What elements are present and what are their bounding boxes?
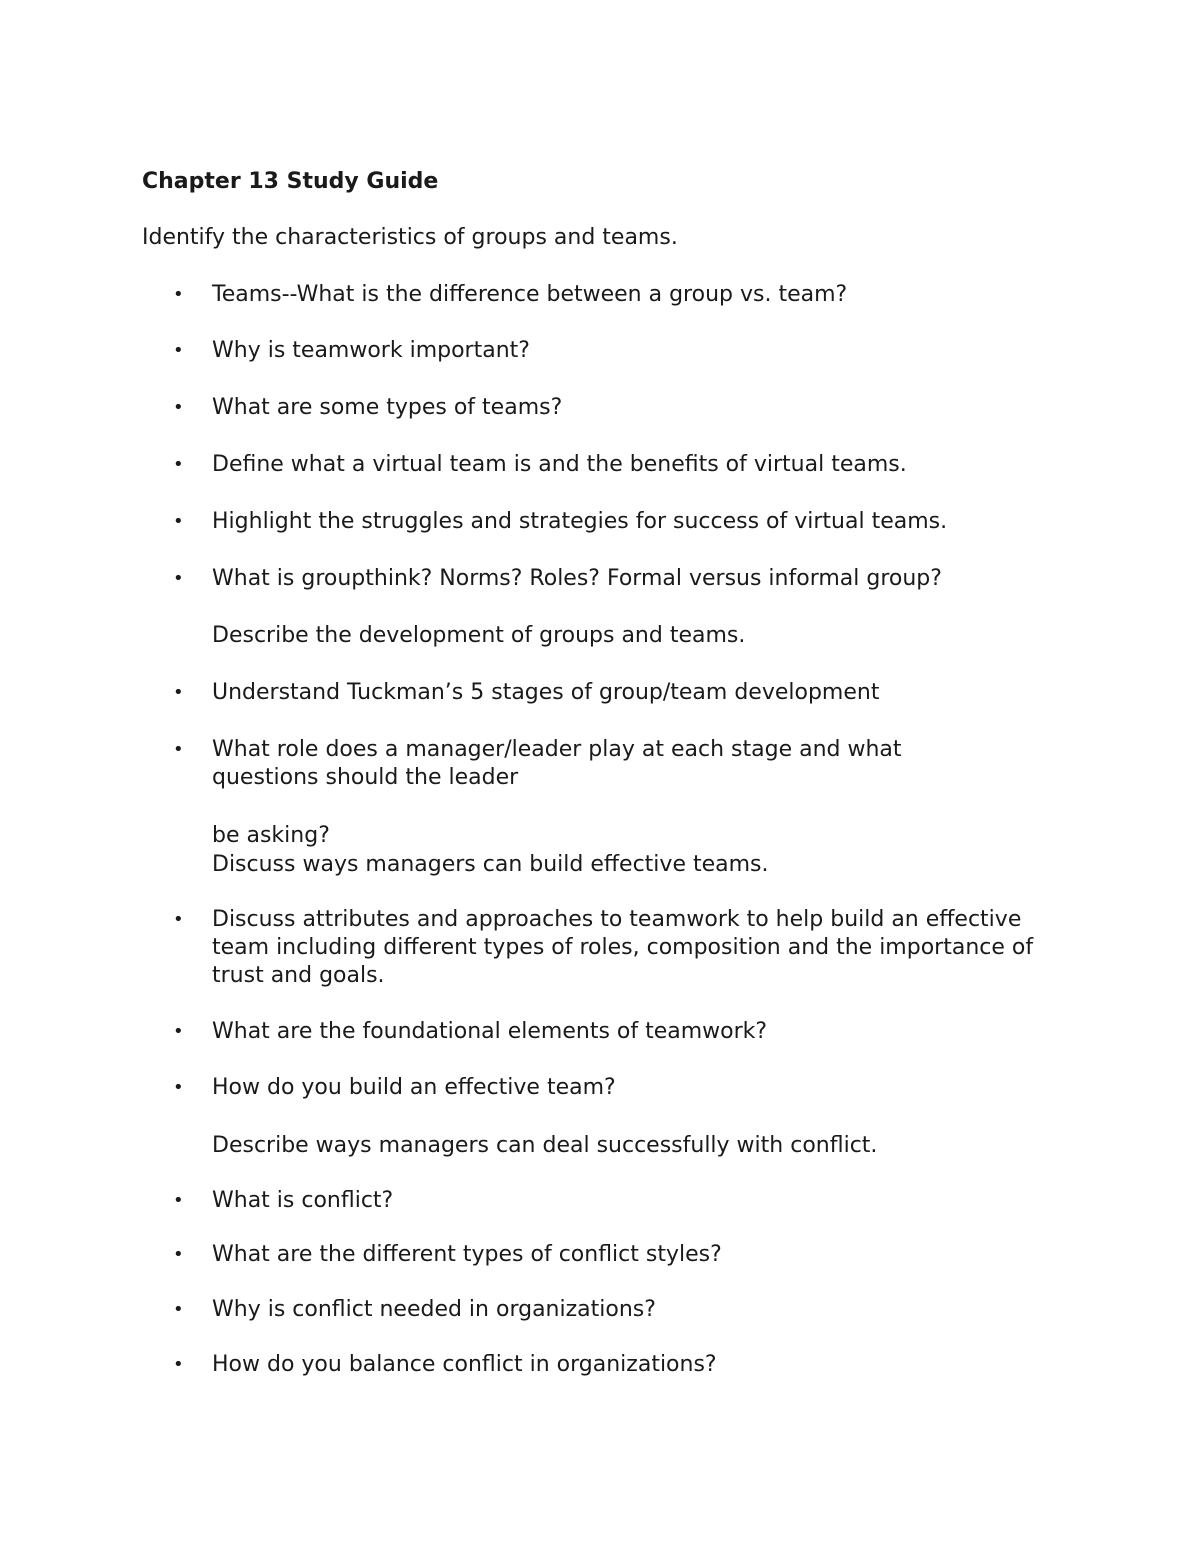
list-item: How do you build an effective team? [212, 1075, 616, 1100]
bullet-icon: • [173, 1244, 184, 1265]
bullet-icon: • [173, 1299, 184, 1320]
bullet-icon: • [173, 682, 184, 703]
bullet-icon: • [173, 1354, 184, 1375]
section-heading-development: Describe the development of groups and teams. [212, 623, 746, 648]
list-item: What are some types of teams? [212, 395, 563, 420]
list-item: Highlight the struggles and strategies for success of virtual teams. [212, 509, 948, 534]
list-item: What are the foundational elements of teamwork? [212, 1019, 768, 1044]
list-item: Understand Tuckman’s 5 stages of group/team development [212, 680, 880, 705]
list-item: Discuss attributes and approaches to teamwork to help build an effective team including different types of roles, composition and the importance of trust and goals. [212, 907, 1034, 988]
bullet-icon: • [173, 1021, 184, 1042]
section-heading-conflict: Describe ways managers can deal successfully with conflict. [212, 1133, 878, 1158]
section-heading-effective-teams: Discuss ways managers can build effective teams. [212, 852, 769, 877]
document-title: Chapter 13 Study Guide [142, 169, 439, 194]
list-item: What are the different types of conflict styles? [212, 1242, 722, 1267]
list-item: What role does a manager/leader play at each stage and what questions should the leader [212, 737, 902, 790]
section-heading-characteristics: Identify the characteristics of groups and teams. [142, 225, 678, 250]
bullet-icon: • [173, 511, 184, 532]
list-item: What is groupthink? Norms? Roles? Formal versus informal group? [212, 566, 942, 591]
bullet-icon: • [173, 568, 184, 589]
list-item: Define what a virtual team is and the benefits of virtual teams. [212, 452, 907, 477]
list-item: Why is teamwork important? [212, 338, 530, 363]
list-item: Why is conflict needed in organizations? [212, 1297, 656, 1322]
bullet-icon: • [173, 397, 184, 418]
list-item: How do you balance conflict in organizations? [212, 1352, 717, 1377]
bullet-icon: • [173, 1190, 184, 1211]
bullet-icon: • [173, 909, 184, 930]
bullet-icon: • [173, 284, 184, 305]
list-item-continuation: be asking? [212, 823, 330, 848]
bullet-icon: • [173, 454, 184, 475]
bullet-icon: • [173, 739, 184, 760]
bullet-icon: • [173, 340, 184, 361]
list-item: What is conflict? [212, 1188, 394, 1213]
bullet-icon: • [173, 1077, 184, 1098]
list-item: Teams--What is the difference between a group vs. team? [212, 282, 848, 307]
